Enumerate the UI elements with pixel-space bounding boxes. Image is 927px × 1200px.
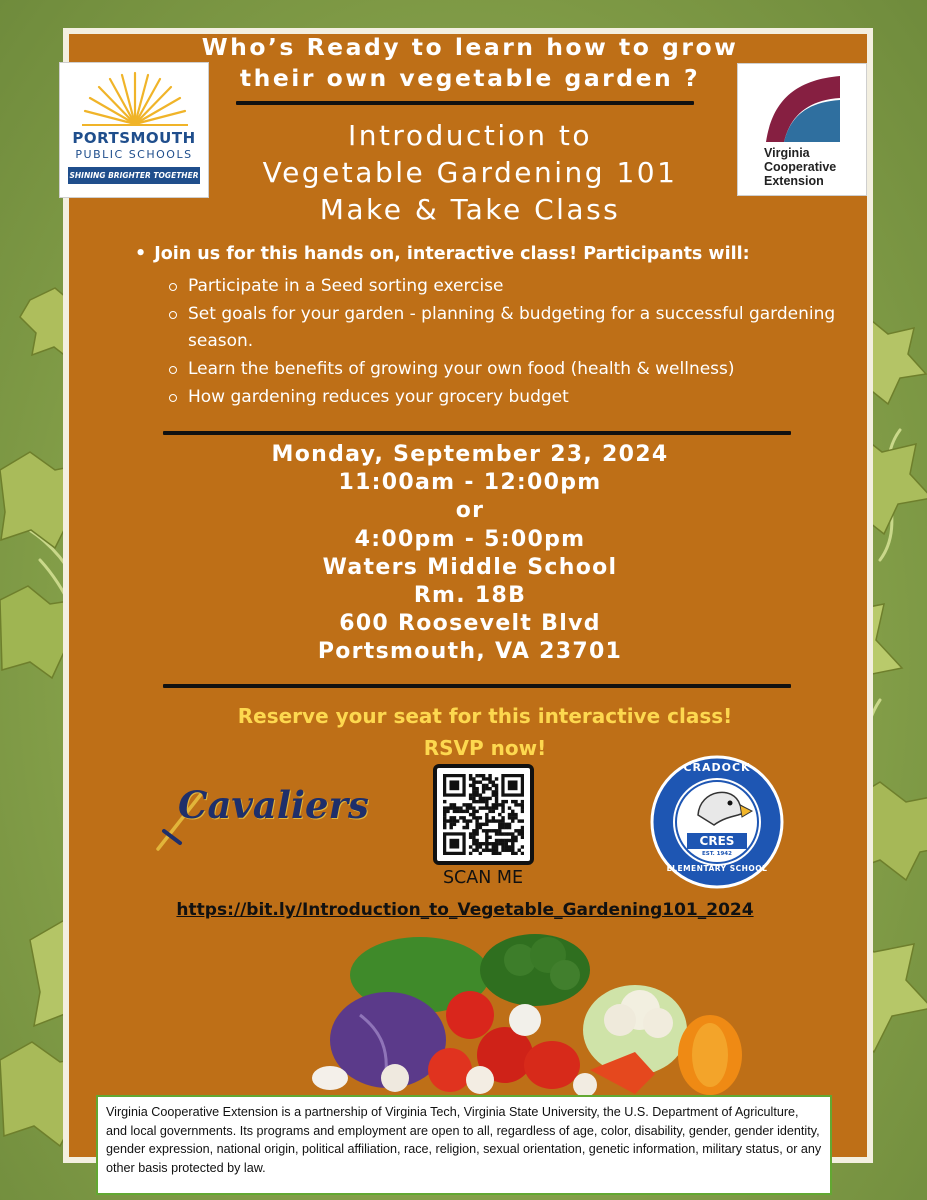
portsmouth-wordmark: PORTSMOUTH xyxy=(72,129,196,147)
divider-top xyxy=(236,101,694,105)
vegetables-illustration xyxy=(290,920,760,1095)
cradock-elementary-badge xyxy=(650,755,784,889)
intro-bullet xyxy=(135,244,845,264)
class-title xyxy=(210,117,730,228)
list-item: How gardening reduces your grocery budget xyxy=(168,384,848,411)
rsvp-line-1: Reserve your seat for this interactive class! xyxy=(237,704,733,728)
portsmouth-public-schools-logo xyxy=(59,62,209,198)
headline xyxy=(150,32,790,94)
event-room: Rm. 18B xyxy=(413,583,527,609)
bullet-dot: • xyxy=(135,244,147,264)
cradock-top-text: CRADOCK xyxy=(683,761,751,774)
qr-code[interactable] xyxy=(433,764,534,865)
cradock-center-text: CRES xyxy=(687,833,747,849)
cavaliers-wordmark: Cavaliers xyxy=(178,783,369,827)
intro-text: Join us for this hands on, interactive class! Participants will: xyxy=(154,244,750,264)
qr-code-image[interactable] xyxy=(443,774,524,855)
event-street: 600 Roosevelt Blvd xyxy=(339,611,601,637)
event-date: Monday, September 23, 2024 xyxy=(271,442,669,467)
vce-wordmark-line-3: Extension xyxy=(764,174,824,188)
rsvp-line-2: RSVP now! xyxy=(423,736,547,760)
sunburst-icon xyxy=(82,69,188,127)
event-city: Portsmouth, VA 23701 xyxy=(317,639,623,665)
event-venue: Waters Middle School xyxy=(322,554,618,580)
vce-swoosh-icon xyxy=(764,72,842,144)
cavaliers-logo xyxy=(150,765,369,855)
cradock-bottom-text: ELEMENTARY SCHOOL xyxy=(666,864,768,873)
registration-link[interactable]: https://bit.ly/Introduction_to_Vegetable_Gardening101_2024 xyxy=(176,900,754,920)
cradock-est-text: EST. 1942 xyxy=(702,851,732,857)
list-item: Participate in a Seed sorting exercise xyxy=(168,273,848,300)
title-line-3: Make & Take Class xyxy=(319,193,621,226)
public-schools-wordmark: PUBLIC SCHOOLS xyxy=(75,148,193,161)
event-or: or xyxy=(455,498,485,524)
scan-me-label: SCAN ME xyxy=(442,868,524,888)
divider-bottom xyxy=(163,684,791,688)
list-item: Set goals for your garden - planning & budgeting for a successful gardening season. xyxy=(168,301,848,355)
event-details xyxy=(200,441,740,667)
activity-list xyxy=(168,273,848,412)
vce-wordmark-line-2: Cooperative xyxy=(764,160,837,174)
list-item: Learn the benefits of growing your own food (health & wellness) xyxy=(168,356,848,383)
headline-line-1: Who’s Ready to learn how to grow xyxy=(201,33,739,61)
portsmouth-tagline: SHINING BRIGHTER TOGETHER xyxy=(68,167,200,184)
divider-middle xyxy=(163,431,791,435)
title-line-2: Vegetable Gardening 101 xyxy=(262,156,678,189)
nondiscrimination-statement: Virginia Cooperative Extension is a partnership of Virginia Tech, Virginia State University, the U.S. Department of Agriculture, and local governments. Its programs and employment are open to all, regardless of age, color, disability, gender, gender identity, gender expression, national origin, political affiliation, race, religion, sexual orientation, genetic information, military status, or any other basis protected by law. xyxy=(96,1095,832,1195)
vce-wordmark-line-1: Virginia xyxy=(764,146,810,160)
event-time-2: 4:00pm - 5:00pm xyxy=(354,526,586,552)
title-line-1: Introduction to xyxy=(347,119,593,152)
virginia-cooperative-extension-logo xyxy=(737,63,867,196)
headline-line-2: their own vegetable garden ? xyxy=(239,64,701,92)
event-time-1: 11:00am - 12:00pm xyxy=(338,470,602,496)
